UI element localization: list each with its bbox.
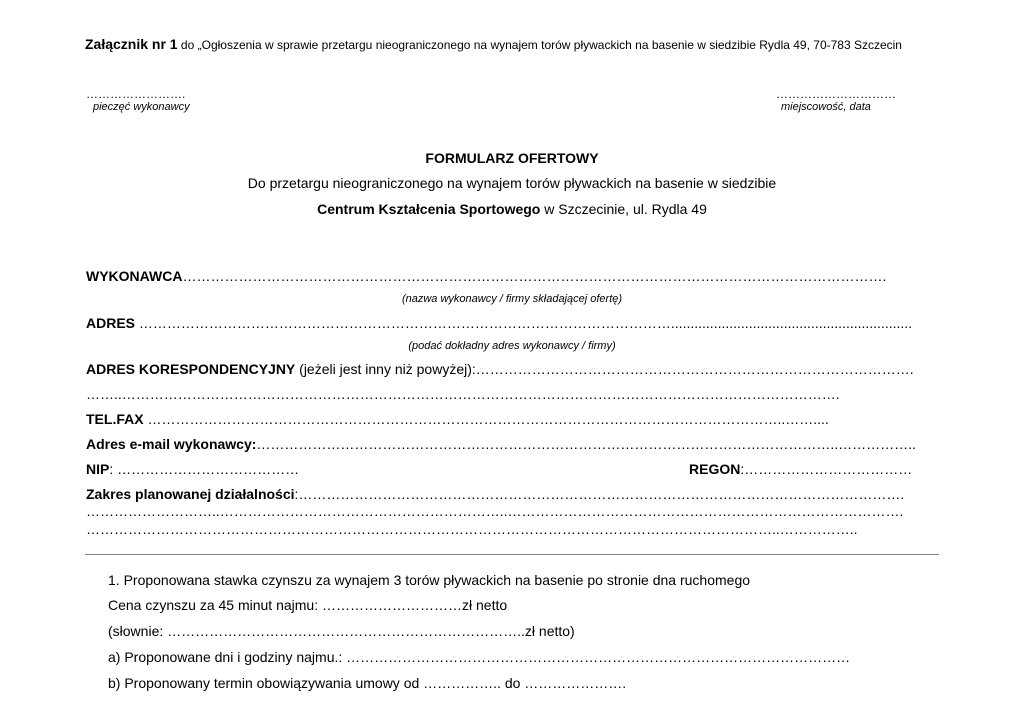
email-label: Adres e-mail wykonawcy: bbox=[86, 436, 257, 452]
days-hours-line[interactable]: a) Proponowane dni i godziny najmu.: ……………………………………………………………………………………………… bbox=[108, 649, 851, 665]
scope-dots[interactable]: :…………………………………………………………………………………………………………………. bbox=[294, 486, 905, 502]
section-divider bbox=[85, 554, 939, 555]
scope-line-3[interactable]: …………………………………………………………………………………………………………………………………..…………….. bbox=[86, 521, 858, 537]
attachment-label: Załącznik nr 1 bbox=[85, 36, 178, 52]
regon-dots[interactable]: :……………………………… bbox=[740, 461, 913, 477]
contractor-label: WYKONAWCA bbox=[86, 268, 183, 284]
nip-label: NIP bbox=[86, 461, 110, 477]
attachment-header bbox=[85, 36, 902, 52]
correspondence-dots[interactable]: ……..………………………………………………………………………………………………………………………………………. bbox=[86, 386, 840, 402]
scope-field bbox=[86, 486, 904, 502]
stamp-dots: ……………………. bbox=[86, 87, 186, 101]
regon-label: REGON bbox=[689, 461, 741, 477]
institution-name: Centrum Kształcenia Sportowego bbox=[317, 201, 541, 217]
address-dots[interactable]: …………………………………………………………………………………………………….............................................................. bbox=[135, 315, 913, 331]
attachment-text: do „Ogłoszenia w sprawie przetargu nieograniczonego na wynajem torów pływackich na basenie w siedzibie Rydla 49, 70-783 Szczecin bbox=[177, 38, 902, 52]
correspondence-field bbox=[86, 361, 914, 377]
tel-fax-label: TEL.FAX bbox=[86, 411, 144, 427]
email-field bbox=[86, 436, 916, 452]
regon-field bbox=[689, 461, 912, 477]
tel-fax-field bbox=[86, 411, 829, 427]
rent-price-line[interactable]: Cena czynszu za 45 minut najmu: …………………………zł netto bbox=[108, 597, 508, 613]
email-dots[interactable]: ……………………………………………………………………………………………………………..…………….. bbox=[256, 436, 916, 452]
form-subtitle-2 bbox=[0, 201, 1024, 217]
form-subtitle: Do przetargu nieograniczonego na wynajem torów pływackich na basenie w siedzibie bbox=[247, 175, 777, 191]
place-date-caption: miejscowość, data bbox=[781, 101, 871, 113]
contract-term-line[interactable]: b) Proponowany termin obowiązywania umowy od …………….. do …………………. bbox=[108, 675, 627, 691]
address-label: ADRES bbox=[86, 315, 136, 331]
tel-fax-dots[interactable]: ………………………………………………………………………………………………………………………..…….... bbox=[143, 411, 829, 427]
correspondence-label: ADRES KORESPONDENCYJNY bbox=[86, 361, 296, 377]
offer-item-1: 1. Proponowana stawka czynszu za wynajem 3 torów pływackich na basenie po stronie dna ruchomego bbox=[108, 572, 751, 588]
rent-words-line[interactable]: (słownie: …………………………………………………………………..zł netto) bbox=[108, 623, 575, 639]
institution-address: w Szczecinie, ul. Rydla 49 bbox=[540, 201, 707, 217]
contractor-field bbox=[86, 268, 886, 284]
scope-label: Zakres planowanej działalności bbox=[86, 486, 295, 502]
address-hint: (podać dokładny adres wykonawcy / firmy) bbox=[408, 340, 616, 352]
scope-line-2[interactable]: ………………………..……………………………………………………..…………………………………………………………………………. bbox=[86, 503, 904, 519]
stamp-caption: pieczęć wykonawcy bbox=[93, 101, 190, 113]
correspondence-text[interactable]: (jeżeli jest inny niż powyżej):…………………………………………………………………………………. bbox=[295, 361, 914, 377]
contractor-dots[interactable]: ……………………………………………………………………………………………………………………………………. bbox=[182, 268, 887, 284]
nip-field bbox=[86, 461, 299, 477]
address-field bbox=[86, 315, 912, 331]
place-date-dots: ………………………… bbox=[776, 87, 896, 101]
contractor-hint: (nazwa wykonawcy / firmy składającej ofertę) bbox=[401, 293, 623, 305]
nip-dots[interactable]: : ………………………………… bbox=[109, 461, 300, 477]
form-title: FORMULARZ OFERTOWY bbox=[425, 150, 599, 166]
